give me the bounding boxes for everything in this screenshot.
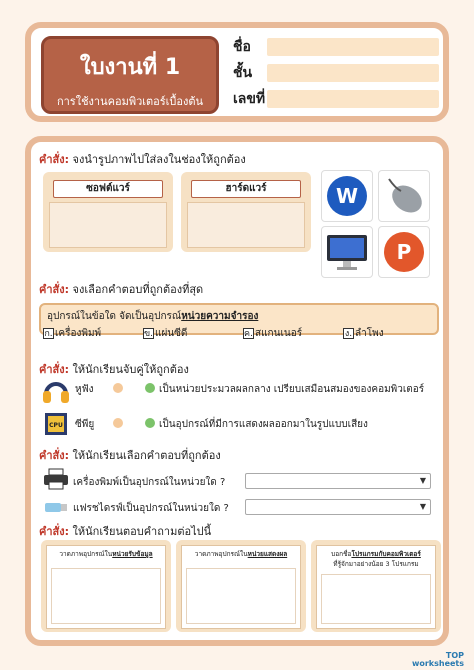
title-box xyxy=(41,36,219,114)
mc-question-emph: หน่วยความจำรอง xyxy=(181,311,259,322)
worksheet-title: ใบงานที่ 1 xyxy=(79,55,181,80)
option-d[interactable] xyxy=(343,326,384,341)
option-a[interactable] xyxy=(43,326,101,341)
option-a-checkbox[interactable]: ก. xyxy=(44,328,53,339)
word-icon xyxy=(322,171,372,221)
q3-keyword: คำสั่ง: xyxy=(39,363,70,376)
select-answer-2[interactable] xyxy=(245,499,431,515)
option-c-checkbox[interactable]: ค. xyxy=(244,328,253,339)
answer-area-3[interactable] xyxy=(321,574,431,624)
number-label: เลขที่ xyxy=(233,91,266,107)
answer-card-3-inner xyxy=(316,545,436,629)
answer-card-2 xyxy=(176,540,306,632)
main-card xyxy=(25,136,449,646)
printer-icon xyxy=(43,468,69,490)
class-label: ชั้น xyxy=(233,65,253,81)
class-field[interactable] xyxy=(267,64,439,82)
q5-keyword: คำสั่ง: xyxy=(39,525,70,538)
monitor-icon-tile[interactable] xyxy=(321,226,373,278)
answer-card-1-prompt: วาดภาพอุปกรณ์ในหน่วยรับข้อมูล xyxy=(59,550,153,558)
option-c-text: สแกนเนอร์ xyxy=(255,328,303,339)
match-right-1-dot[interactable] xyxy=(145,383,155,393)
mouse-icon-tile[interactable] xyxy=(378,170,430,222)
software-header: ซอฟต์แวร์ xyxy=(53,180,163,198)
headphones-icon xyxy=(41,376,71,404)
option-c[interactable] xyxy=(243,326,302,341)
match-left-1: หูฟัง xyxy=(75,384,94,395)
match-right-2: เป็นอุปกรณ์ที่มีการแสดงผลออกมาในรูปแบบเสียง xyxy=(159,419,368,430)
select-question-2: แฟรชไดรฟ์เป็นอุปกรณ์ในหน่วยใด ? xyxy=(73,503,229,514)
worksheet-subtitle: การใช้งานคอมพิวเตอร์เบื้องต้น xyxy=(56,95,204,108)
answer-card-2-prompt: วาดภาพอุปกรณ์ในหน่วยแสดงผล xyxy=(194,550,288,558)
q2-keyword: คำสั่ง: xyxy=(39,283,70,296)
answer-area-2[interactable] xyxy=(186,568,296,624)
hardware-column xyxy=(181,172,311,252)
q4-instruction xyxy=(39,446,221,464)
q2-text: จงเลือกคำตอบที่ถูกต้องที่สุด xyxy=(72,283,204,296)
cpu-icon xyxy=(41,410,71,438)
q2-instruction xyxy=(39,280,203,298)
option-d-text: ลำโพง xyxy=(355,328,384,339)
name-field[interactable] xyxy=(267,38,439,56)
match-right-2-dot[interactable] xyxy=(145,418,155,428)
match-left-2: ซีพียู xyxy=(75,419,95,430)
option-b-checkbox[interactable]: ข. xyxy=(144,328,154,339)
hardware-header: ฮาร์ดแวร์ xyxy=(191,180,301,198)
software-dropzone[interactable] xyxy=(49,202,167,248)
answer-card-2-inner xyxy=(181,545,301,629)
q3-text: ให้นักเรียนจับคู่ให้ถูกต้อง xyxy=(72,363,189,376)
q5-text: ให้นักเรียนตอบคำถามต่อไปนี้ xyxy=(72,525,212,538)
q1-keyword: คำสั่ง: xyxy=(39,153,70,166)
answer-card-3-prompt: บอกชื่อโปรแกรมกับคอมพิวเตอร์ ที่รู้จักมาอย่างน้อย 3 โปรแกรม xyxy=(331,550,421,568)
hardware-dropzone[interactable] xyxy=(187,202,305,248)
software-column xyxy=(43,172,173,252)
answer-card-1-inner xyxy=(46,545,166,629)
chevron-down-icon: ▼ xyxy=(419,502,426,511)
answer-card-1 xyxy=(41,540,171,632)
match-left-2-dot[interactable] xyxy=(113,418,123,428)
name-label: ชื่อ xyxy=(233,39,251,55)
svg-text:P: P xyxy=(396,240,412,264)
option-b[interactable] xyxy=(143,326,187,341)
q4-keyword: คำสั่ง: xyxy=(39,449,70,462)
q5-instruction xyxy=(39,522,211,540)
number-field[interactable] xyxy=(267,90,439,108)
select-question-1: เครื่องพิมพ์เป็นอุปกรณ์ในหน่วยใด ? xyxy=(73,477,226,488)
chevron-down-icon: ▼ xyxy=(419,476,426,485)
word-icon-tile[interactable] xyxy=(321,170,373,222)
flash-drive-icon xyxy=(43,498,69,516)
option-d-checkbox[interactable]: ง. xyxy=(344,328,353,339)
monitor-icon xyxy=(322,227,372,277)
option-a-text: เครื่องพิมพ์ xyxy=(55,328,102,339)
powerpoint-icon xyxy=(379,227,429,277)
option-b-text: แผ่นซีดี xyxy=(155,328,188,339)
cpu-chip-label: CPU xyxy=(49,422,63,429)
mc-question xyxy=(47,309,258,324)
answer-card-3 xyxy=(311,540,441,632)
svg-text:W: W xyxy=(335,184,359,208)
q1-instruction xyxy=(39,150,246,168)
match-right-1: เป็นหน่วยประมวลผลกลาง เปรียบเสมือนสมองของคอมพิวเตอร์ xyxy=(159,384,425,395)
mc-question-prefix: อุปกรณ์ในข้อใด จัดเป็นอุปกรณ์ xyxy=(47,311,182,322)
answer-area-1[interactable] xyxy=(51,568,161,624)
header-card xyxy=(25,22,449,122)
select-answer-1[interactable] xyxy=(245,473,431,489)
q1-text: จงนำรูปภาพไปใส่ลงในช่องให้ถูกต้อง xyxy=(72,153,246,166)
powerpoint-icon-tile[interactable] xyxy=(378,226,430,278)
mouse-icon xyxy=(379,171,429,221)
q4-text: ให้นักเรียนเลือกคำตอบที่ถูกต้อง xyxy=(72,449,221,462)
match-left-1-dot[interactable] xyxy=(113,383,123,393)
topworksheets-logo: TOP worksheets xyxy=(411,651,464,668)
